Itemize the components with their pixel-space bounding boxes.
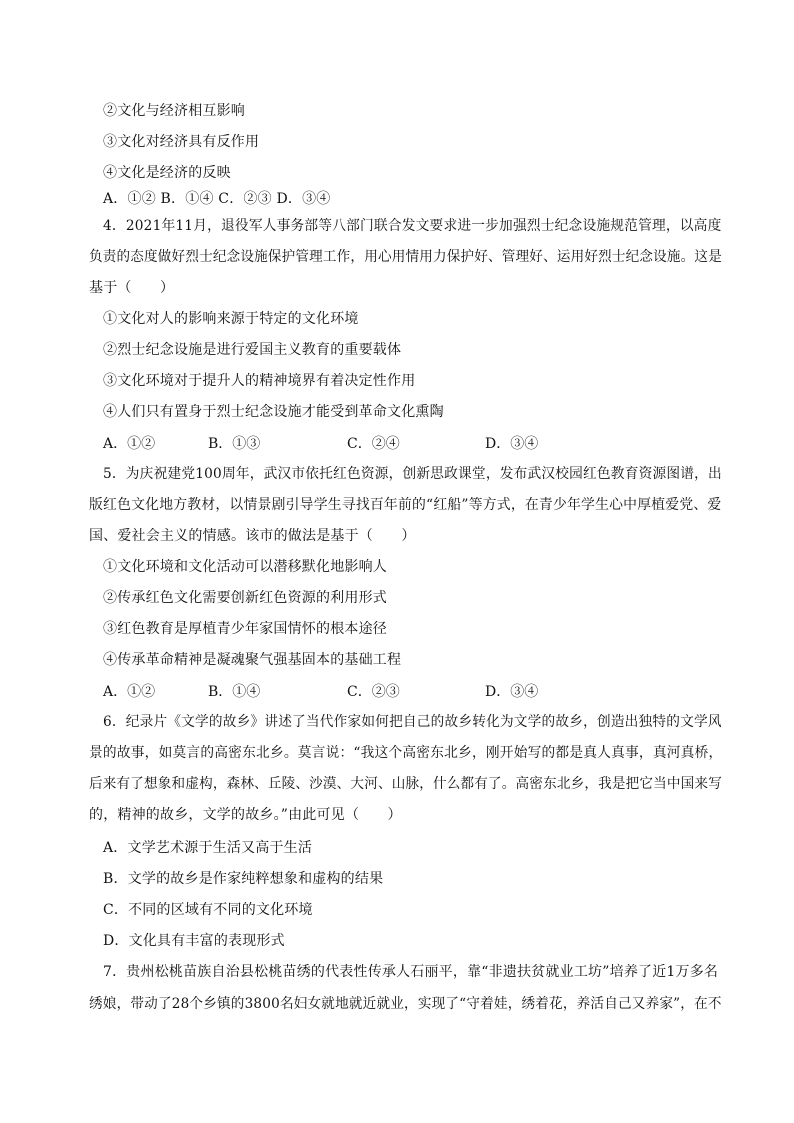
q6-option-d: D．文化具有丰富的表现形式 bbox=[103, 933, 285, 949]
q5-stem-line-2: 版红色文化地方教材，以情景剧引导学生寻找百年前的“红船”等方式，在青少年学生心中厚植爱党、爱 bbox=[89, 497, 722, 513]
q6-option-c: C．不同的区域有不同的文化环境 bbox=[103, 902, 313, 918]
q4-choice-c: C．②④ bbox=[347, 436, 400, 452]
q3-choices: A．①② B．①④ C．②③ D．③④ bbox=[103, 191, 331, 207]
q3-option-2: ②文化与经济相互影响 bbox=[103, 103, 245, 119]
q3-option-3: ③文化对经济具有反作用 bbox=[103, 134, 260, 150]
q6-stem-line-3: 后来有了想象和虚构，森林、丘陵、沙漠、大河、山脉，什么都有了。高密东北乡，我是把它当中国来写 bbox=[89, 776, 722, 792]
q6-stem-line-2: 景的故事，如莫言的高密东北乡。莫言说：“我这个高密东北乡，刚开始写的都是真人真事，真河真桥， bbox=[89, 745, 723, 761]
q5-option-1: ①文化环境和文化活动可以潜移默化地影响人 bbox=[103, 559, 387, 575]
q4-choice-a: A．①② bbox=[103, 436, 156, 452]
q5-option-4: ④传承革命精神是凝魂聚气强基固本的基础工程 bbox=[103, 652, 402, 668]
q4-option-4: ④人们只有置身于烈士纪念设施才能受到革命文化熏陶 bbox=[103, 404, 444, 420]
q5-choice-c: C．②③ bbox=[347, 684, 400, 700]
q6-option-b: B．文学的故乡是作家纯粹想象和虚构的结果 bbox=[103, 871, 384, 887]
q4-option-2: ②烈士纪念设施是进行爱国主义教育的重要载体 bbox=[103, 342, 402, 358]
q4-stem-line-2: 负责的态度做好烈士纪念设施保护管理工作，用心用情用力保护好、管理好、运用好烈士纪念设施。这是 bbox=[89, 249, 722, 265]
q6-stem-line-4: 的，精神的故乡，文学的故乡。”由此可见（ ） bbox=[89, 807, 402, 823]
q5-option-3: ③红色教育是厚植青少年家国情怀的根本途径 bbox=[103, 621, 387, 637]
q4-option-3: ③文化环境对于提升人的精神境界有着决定性作用 bbox=[103, 373, 416, 389]
q7-stem-line-2: 绣娘，带动了28个乡镇的3800名妇女就地就近就业，实现了“守着娃，绣着花，养活自己又养家”，在不 bbox=[89, 996, 722, 1012]
q5-option-2: ②传承红色文化需要创新红色资源的利用形式 bbox=[103, 590, 387, 606]
q4-stem-line-3: 基于（ ） bbox=[89, 280, 175, 296]
q5-choice-b: B．①④ bbox=[208, 684, 261, 700]
q4-choice-d: D．③④ bbox=[485, 436, 539, 452]
q4-stem-line-1: 4．2021年11月，退役军人事务部等八部门联合发文要求进一步加强烈士纪念设施规范管理，以高度 bbox=[103, 218, 722, 234]
q6-option-a: A．文学艺术源于生活又高于生活 bbox=[103, 840, 313, 856]
q4-choice-b: B．①③ bbox=[208, 436, 261, 452]
q7-stem-line-1: 7．贵州松桃苗族自治县松桃苗绣的代表性传承人石丽平，靠“非遗扶贫就业工坊”培养了近1万多名 bbox=[103, 964, 719, 980]
q4-option-1: ①文化对人的影响来源于特定的文化环境 bbox=[103, 311, 359, 327]
q5-choice-d: D．③④ bbox=[485, 684, 539, 700]
q5-stem-line-1: 5．为庆祝建党100周年，武汉市依托红色资源，创新思政课堂，发布武汉校园红色教育资源图谱，出 bbox=[103, 466, 722, 482]
q3-option-4: ④文化是经济的反映 bbox=[103, 165, 231, 181]
q5-choice-a: A．①② bbox=[103, 684, 156, 700]
q5-stem-line-3: 国、爱社会主义的情感。该市的做法是基于（ ） bbox=[89, 528, 416, 544]
q6-stem-line-1: 6．纪录片《文学的故乡》讲述了当代作家如何把自己的故乡转化为文学的故乡，创造出独特的文学风 bbox=[103, 714, 722, 730]
